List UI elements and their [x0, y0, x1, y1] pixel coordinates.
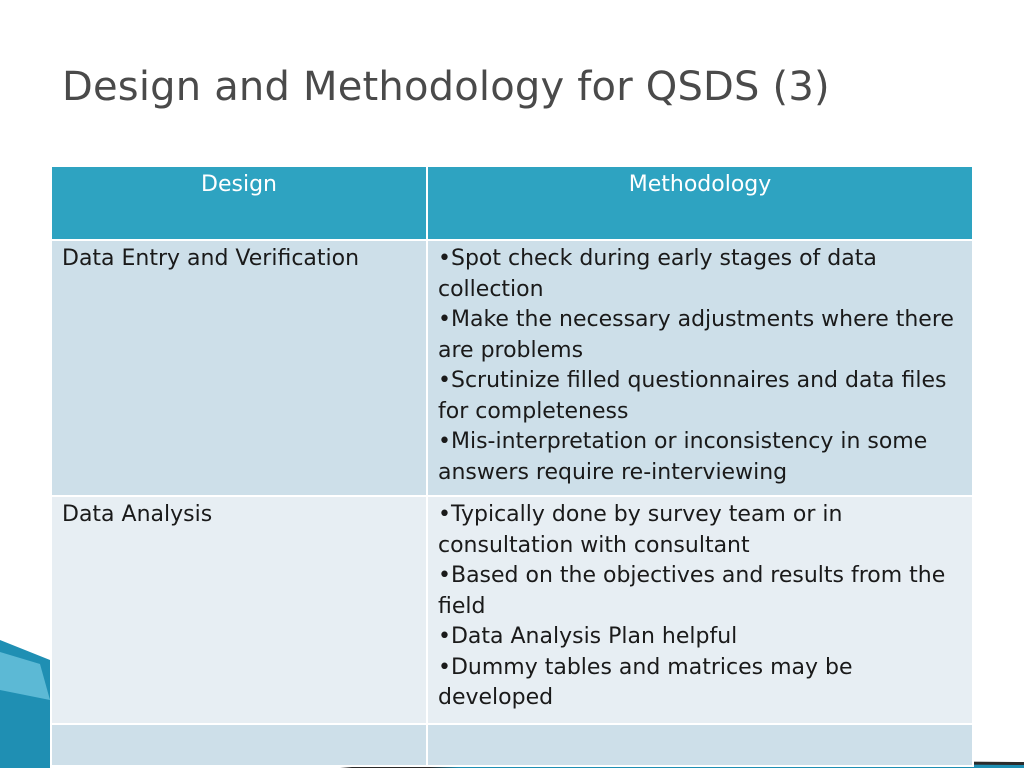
- methodology-cell: [427, 724, 973, 766]
- design-cell: Data Analysis: [51, 496, 427, 724]
- slide-title: Design and Methodology for QSDS (3): [62, 64, 830, 110]
- methodology-bullet: •Data Analysis Plan helpful: [438, 624, 738, 649]
- table-header-row: [51, 166, 973, 240]
- methodology-bullet: •Based on the objectives and results from the field: [438, 563, 946, 619]
- methodology-cell: [427, 496, 973, 724]
- table-row: [51, 724, 973, 766]
- teal-wave-highlight: [0, 652, 50, 700]
- table-row: [51, 496, 973, 724]
- header-methodology: Methodology: [427, 166, 973, 240]
- header-design: Design: [51, 166, 427, 240]
- methodology-bullet: •Make the necessary adjustments where there are problems: [438, 307, 954, 363]
- teal-wave-shape: [0, 640, 50, 768]
- design-cell: Data Entry and Verification: [51, 240, 427, 496]
- design-cell: [51, 724, 427, 766]
- methodology-bullet: •Scrutinize filled questionnaires and data files for completeness: [438, 368, 947, 424]
- methodology-cell: [427, 240, 973, 496]
- methodology-bullet: •Typically done by survey team or in consultation with consultant: [438, 502, 843, 558]
- table-row: [51, 240, 973, 496]
- methodology-bullet: •Dummy tables and matrices may be developed: [438, 654, 853, 710]
- methodology-bullet: •Spot check during early stages of data collection: [438, 246, 877, 302]
- methodology-bullet: •Mis-interpretation or inconsistency in some answers require re-interviewing: [438, 429, 928, 485]
- design-methodology-table: [50, 165, 974, 767]
